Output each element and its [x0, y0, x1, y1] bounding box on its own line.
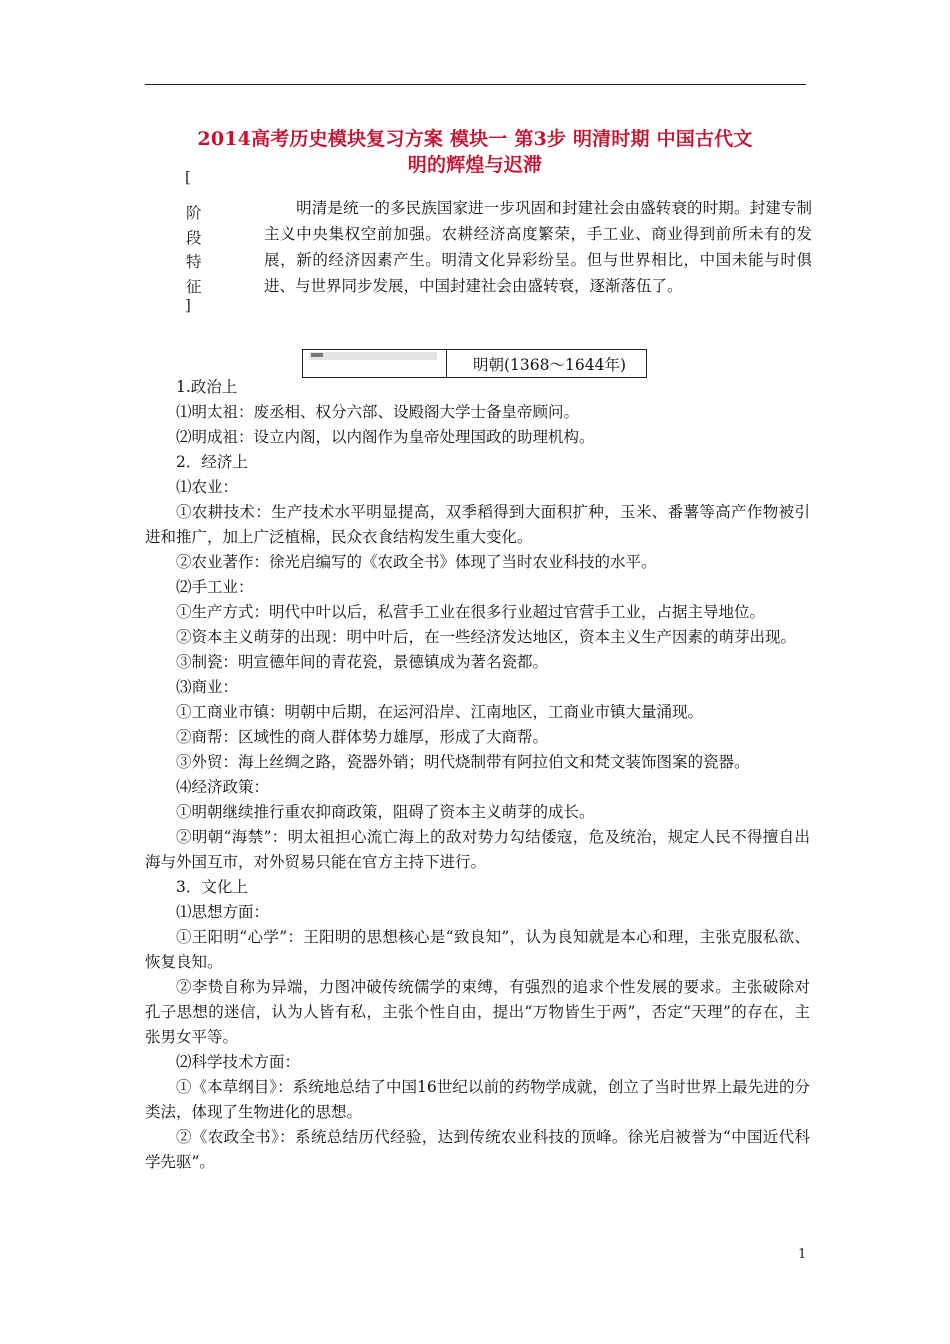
section-heading: 2．经济上 — [176, 453, 248, 471]
stage-intro-text: 明清是统一的多民族国家进一步巩固和封建社会由盛转衰的时期。封建专制主义中央集权空前加强。农耕经济高度繁荣，手工业、商业得到前所未有的发展，新的经济因素产生。明清文化异彩纷呈。但与世界相比，中国未能与时俱进、与世界同步发展，中国封建社会由盛转衰，逐渐落伍了。 — [264, 199, 812, 295]
era-label: 明朝(1368～1644年) — [473, 356, 626, 374]
subsection-heading: ⑵科学技术方面： — [176, 1053, 301, 1071]
stage-char-4: 征 — [186, 278, 202, 296]
paragraph: ②李贽自称为异端，力图冲破传统儒学的束缚，有强烈的追求个性发展的要求。主张破除对孔子思想的迷信，认为人皆有私，主张个性自由，提出“万物皆生于两”，否定“天理”的存在，主张男女平等。 — [145, 978, 810, 1046]
paragraph: ②商帮：区域性的商人群体势力雄厚，形成了大商帮。 — [176, 728, 549, 746]
document-title-line-1: 2014高考历史模块复习方案 模块一 第3步 明清时期 中国古代文 — [197, 128, 753, 150]
paragraph: ①工商业市镇：明朝中后期，在运河沿岸、江南地区，工商业市镇大量涌现。 — [176, 703, 704, 721]
paragraph: ③外贸：海上丝绸之路，瓷器外销；明代烧制带有阿拉伯文和梵文装饰图案的瓷器。 — [176, 753, 750, 771]
header-rule — [145, 84, 806, 85]
paragraph: ③制瓷：明宣德年间的青花瓷，景德镇成为著名瓷都。 — [176, 653, 549, 671]
paragraph: ②资本主义萌芽的出现：明中叶后，在一些经济发达地区，资本主义生产因素的萌芽出现。 — [176, 628, 797, 646]
subsection-heading: ⑷经济政策： — [176, 778, 270, 796]
section-heading: 1.政治上 — [176, 378, 238, 396]
document-title-line-2: 明的辉煌与迟滞 — [407, 154, 543, 176]
era-placeholder-bar — [309, 352, 437, 360]
paragraph: ②明朝“海禁”：明太祖担心流亡海上的敌对势力勾结倭寇，危及统治，规定人民不得擅自出海与外国互市，对外贸易只能在官方主持下进行。 — [145, 828, 810, 871]
stage-char-3: 特 — [186, 253, 202, 271]
section-heading: 3．文化上 — [176, 878, 248, 896]
stage-char-1: 阶 — [186, 204, 202, 222]
paragraph: ①农耕技术：生产技术水平明显提高，双季稻得到大面积扩种，玉米、番薯等高产作物被引进和推广，加上广泛植棉，民众衣食结构发生重大变化。 — [145, 503, 810, 546]
page-number: 1 — [798, 1247, 807, 1262]
paragraph: ⑵明成祖：设立内阁，以内阁作为皇帝处理国政的助理机构。 — [176, 428, 595, 446]
era-placeholder-mark — [311, 353, 323, 357]
era-table-left-cell — [303, 350, 447, 377]
subsection-heading: ⑵手工业： — [176, 578, 254, 596]
stage-intro-paragraph — [264, 195, 812, 299]
paragraph: ①明朝继续推行重农抑商政策，阻碍了资本主义萌芽的成长。 — [176, 803, 595, 821]
subsection-heading: ⑴农业： — [176, 478, 239, 496]
paragraph: ②农业著作：徐光启编写的《农政全书》体现了当时农业科技的水平。 — [176, 553, 657, 571]
paragraph: ②《农政全书》：系统总结历代经验，达到传统农业科技的顶峰。徐光启被誉为“中国近代科学先驱”。 — [145, 1128, 810, 1171]
stage-bracket-open: [ — [185, 168, 191, 186]
subsection-heading: ⑶商业： — [176, 678, 239, 696]
era-table — [302, 349, 647, 378]
paragraph: ①王阳明“心学”：王阳明的思想核心是“致良知”，认为良知就是本心和理，主张克服私欲、恢复良知。 — [145, 928, 810, 971]
paragraph: ⑴明太祖：废丞相、权分六部、设殿阁大学士备皇帝顾问。 — [176, 403, 580, 421]
stage-char-2: 段 — [186, 229, 202, 247]
stage-bracket-close: ] — [185, 296, 191, 314]
paragraph: ①《本草纲目》：系统地总结了中国16世纪以前的药物学成就，创立了当时世界上最先进的分类法，体现了生物进化的思想。 — [145, 1078, 810, 1121]
subsection-heading: ⑴思想方面： — [176, 903, 270, 921]
content-body — [145, 375, 810, 1175]
paragraph: ①生产方式：明代中叶以后，私营手工业在很多行业超过官营手工业，占据主导地位。 — [176, 603, 766, 621]
